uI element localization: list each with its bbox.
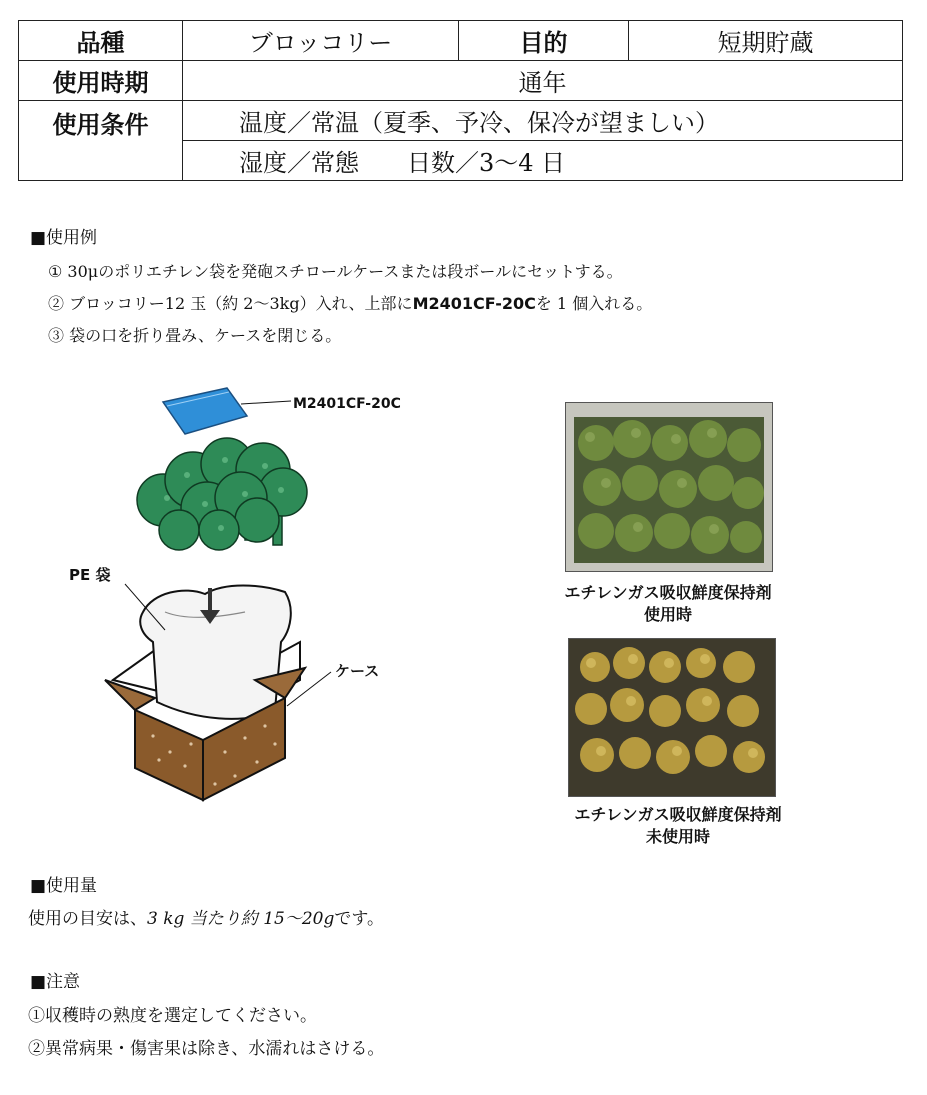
sachet-label: M2401CF-20C [293,396,401,412]
case-illustration [105,586,305,801]
usage-example-title: ■使用例 [30,228,98,248]
variety-value: ブロッコリー [183,21,459,61]
packing-diagram [69,380,455,810]
case-label: ケース [335,662,380,680]
broccoli-illustration [137,438,307,550]
purpose-value: 短期貯蔵 [629,21,903,61]
photo-without-absorber [568,638,776,797]
caution-item-1: ①収穫時の熟度を選定してください。 [28,1006,317,1026]
pe-bag-shape [140,586,291,719]
purpose-label: 目的 [459,21,629,61]
usage-step-1: ① 30μのポリエチレン袋を発砲スチロールケースまたは段ボールにセットする。 [48,262,623,281]
pe-bag-label: PE 袋 [69,566,111,584]
spec-row-variety [19,21,903,61]
sachet-illustration [163,388,291,434]
usage-step-2-code: M2401CF-20C [412,294,536,313]
caution-item-2: ②異常病果・傷害果は除き、水濡れはさける。 [28,1039,385,1059]
usage-step-2 [48,291,652,314]
period-label: 使用時期 [19,61,183,101]
conditions-line2: 湿度／常態 日数／3～4 日 [183,141,903,181]
period-value: 通年 [183,61,903,101]
conditions-label: 使用条件 [19,101,183,181]
usage-step-3: ③ 袋の口を折り畳み、ケースを閉じる。 [48,326,342,345]
photo-with-absorber [565,402,773,572]
photo-without-absorber-caption: エチレンガス吸収鮮度保持剤 未使用時 [574,805,782,846]
usage-amount-value: 3 kg 当たり約 15～20g [147,909,335,929]
spec-row-conditions-1 [19,101,903,141]
usage-step-2-suffix: を 1 個入れる。 [535,294,653,313]
usage-step-2-prefix: ② ブロッコリー12 玉（約 2～3kg）入れ、上部に [48,294,413,313]
conditions-line1: 温度／常温（夏季、予冷、保冷が望ましい） [183,101,903,141]
spec-table [18,20,903,181]
caution-title: ■注意 [30,972,81,992]
variety-label: 品種 [19,21,183,61]
usage-amount-title: ■使用量 [30,876,98,896]
spec-row-period [19,61,903,101]
usage-amount-text: 使用の目安は、3 kg 当たり約 15～20gです。 [28,909,384,929]
photo-with-absorber-caption: エチレンガス吸収鮮度保持剤 使用時 [564,583,772,624]
